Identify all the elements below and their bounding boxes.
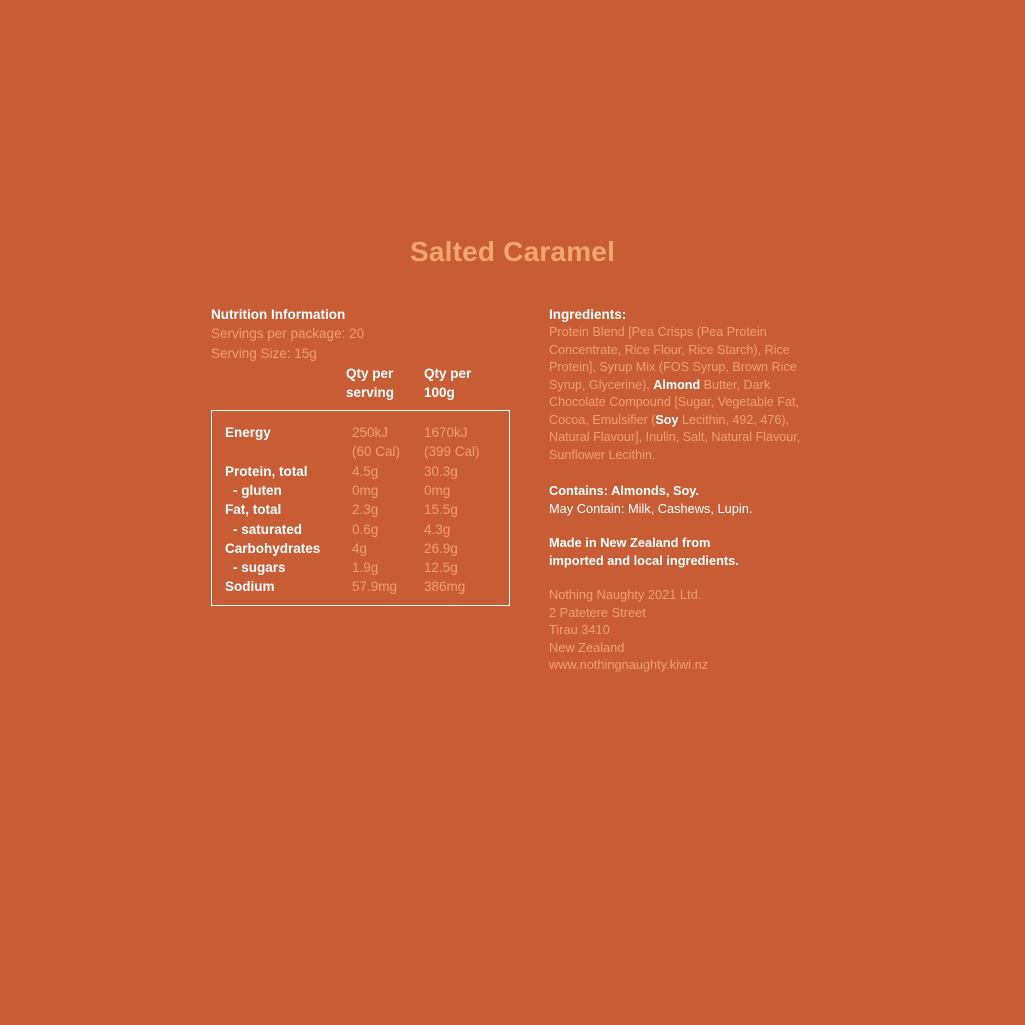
table-row [212, 442, 509, 462]
table-row [212, 520, 509, 540]
row-label: Energy [225, 425, 271, 440]
product-title: Salted Caramel [409, 236, 616, 267]
per-serving-value: 4.5g [352, 464, 379, 479]
ingredients-section [549, 306, 824, 464]
nutrition-column-headers [211, 364, 521, 404]
country: New Zealand [549, 639, 625, 655]
serving-size: Serving Size: 15g [211, 346, 317, 361]
nutrition-heading: Nutrition Information [211, 307, 346, 322]
per-serving-value: 250kJ [352, 425, 389, 440]
per-100g-value: 0mg [424, 483, 451, 498]
company-name: Nothing Naughty 2021 Ltd. [549, 587, 702, 602]
per-100g-value: 386mg [424, 579, 466, 594]
row-label: - sugars [233, 560, 286, 575]
allergen-soy: Soy [655, 412, 679, 427]
table-row [212, 500, 509, 520]
column-header-per-100g: Qty per 100g [424, 366, 472, 400]
per-100g-value: 30.3g [424, 464, 458, 479]
website: www.nothingnaughty.kiwi.nz [549, 657, 709, 672]
per-serving-value: 1.9g [352, 560, 379, 575]
per-serving-value: 0.6g [352, 522, 379, 537]
town: Tirau 3410 [549, 622, 610, 637]
servings-per-package: Servings per package: 20 [211, 326, 365, 341]
table-row [212, 481, 509, 501]
table-row [212, 423, 509, 443]
may-contain-line: May Contain: Milk, Cashews, Lupin. [549, 501, 753, 516]
column-header-per-serving: Qty per serving [346, 366, 395, 400]
nutrition-table [211, 410, 510, 606]
per-serving-value: 0mg [352, 483, 379, 498]
nutrition-info-section [211, 306, 521, 400]
origin-statement: Made in New Zealand from imported and local ingredients. [549, 535, 739, 568]
per-100g-value: 1670kJ [424, 425, 468, 440]
table-row [212, 558, 509, 578]
per-serving-value: 2.3g [352, 502, 379, 517]
per-100g-value: 15.5g [424, 502, 458, 517]
row-label: - gluten [233, 483, 282, 498]
per-serving-value-cal: (60 Cal) [352, 444, 401, 459]
per-100g-value: 12.5g [424, 560, 458, 575]
street: 2 Patetere Street [549, 604, 646, 620]
ingredients-heading: Ingredients: [549, 307, 627, 322]
per-serving-value: 57.9mg [352, 579, 398, 594]
per-serving-value: 4g [352, 541, 368, 556]
contains-line: Contains: Almonds, Soy. [549, 483, 700, 498]
table-row [212, 577, 509, 597]
row-label: Sodium [225, 579, 275, 594]
row-label: Carbohydrates [225, 541, 321, 556]
row-label: Fat, total [225, 502, 282, 517]
row-label: Protein, total [225, 464, 308, 479]
table-row [212, 539, 509, 559]
table-row [212, 462, 509, 482]
manufacturer-address [549, 586, 829, 674]
row-label: - saturated [233, 522, 303, 537]
allergen-almond: Almond [653, 377, 701, 392]
per-100g-value-cal: (399 Cal) [424, 444, 480, 459]
per-100g-value: 26.9g [424, 541, 458, 556]
ingredients-text: Protein Blend [Pea Crisps (Pea Protein Concentrate, Rice Flour, Rice Starch), Rice Protein], Syrup Mix (FOS Syrup, Brown Rice Syrup, Glycerine), Almond Butter, Dark Chocolate Compound [Sugar, Vegetable Fat, Cocoa, Emulsifier (Soy Lecithin, 492, 476), Natural Flavour], Inulin, Salt, Natural Flavour, Sunflower Lecithin. [549, 325, 801, 462]
per-100g-value: 4.3g [424, 522, 451, 537]
allergen-info [549, 482, 829, 518]
